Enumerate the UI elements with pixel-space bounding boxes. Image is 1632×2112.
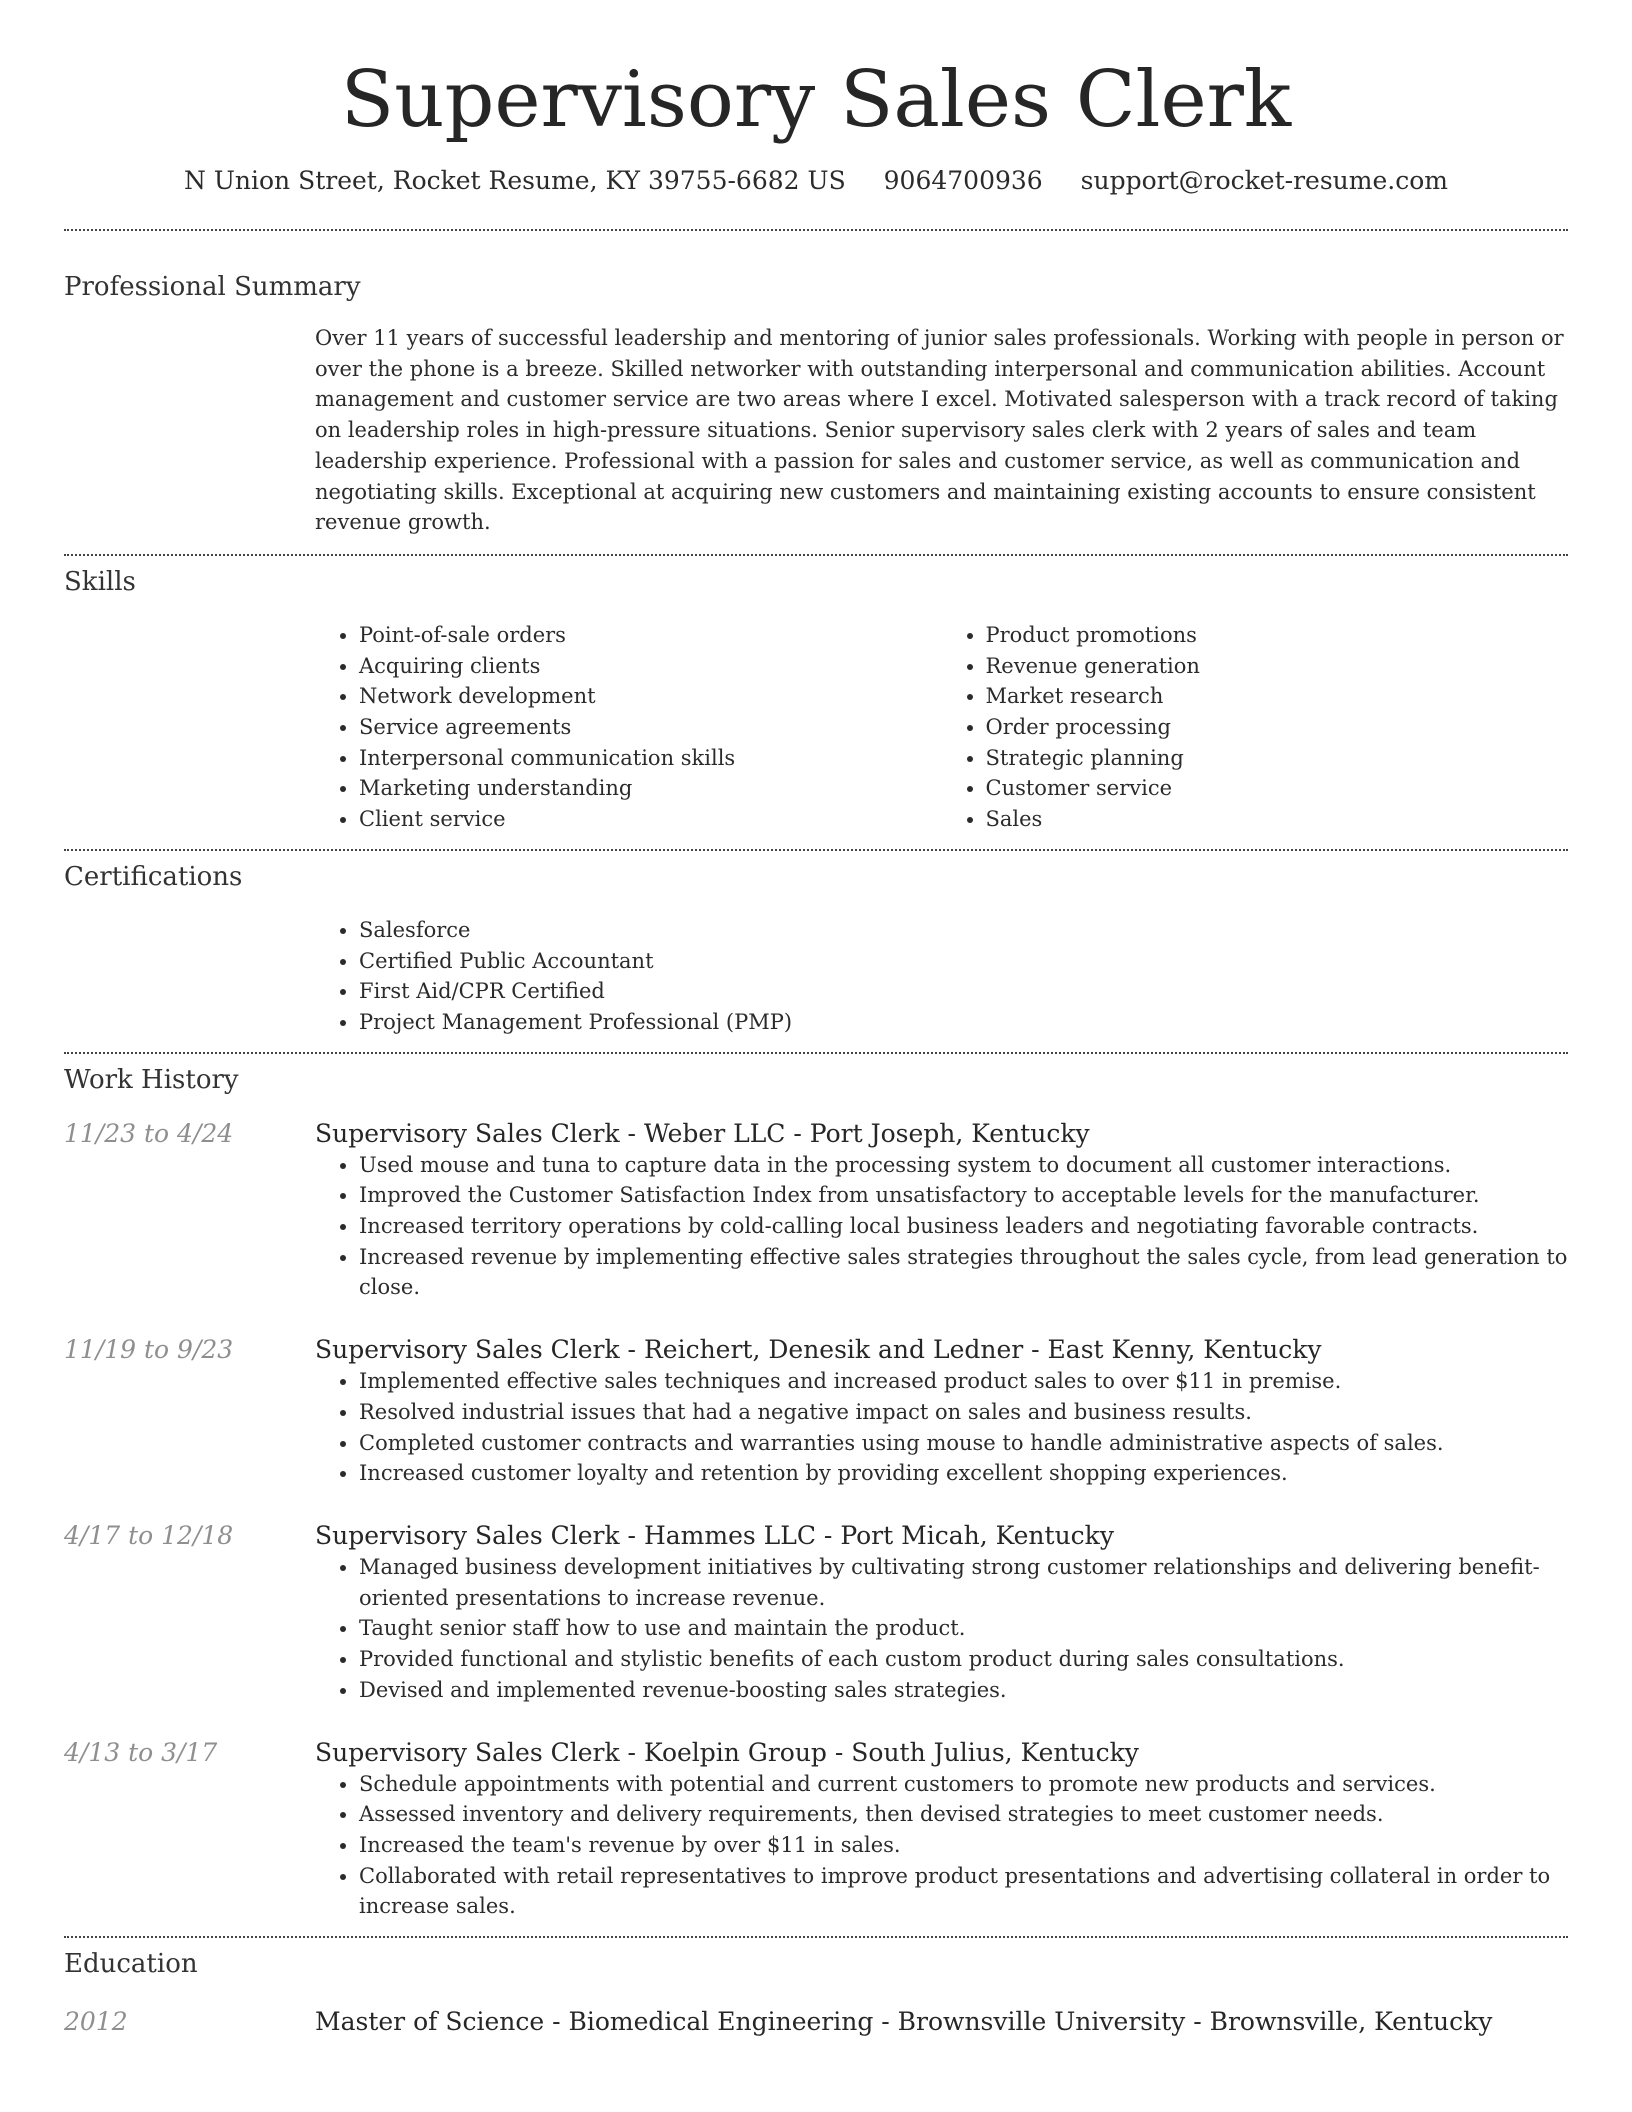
certification-item: • Project Management Professional (PMP): [359, 1007, 1568, 1038]
skill-item: • Customer service: [986, 773, 1569, 804]
section-title-education: Education: [64, 1949, 198, 1980]
certification-item: • Certified Public Accountant: [359, 946, 1568, 977]
certification-item: • First Aid/CPR Certified: [359, 976, 1568, 1007]
skill-item: • Marketing understanding: [359, 773, 942, 804]
skill-item: • Product promotions: [986, 620, 1569, 651]
education-title: Master of Science - Biomedical Engineering - Brownsville University - Brownsville, Kentucky: [315, 2007, 1493, 2037]
job-dates: 11/19 to 9/23: [64, 1335, 234, 1365]
education-dates: 2012: [64, 2007, 128, 2037]
contact-line: [64, 165, 1568, 197]
resume-name: Supervisory Sales Clerk: [340, 55, 1292, 145]
job-bullets: [315, 1552, 1568, 1706]
section-title-summary: Professional Summary: [64, 272, 361, 302]
job-bullet: • Increased territory operations by cold-calling local business leaders and negotiating favorable contracts.: [359, 1211, 1568, 1242]
skill-item: • Order processing: [986, 712, 1569, 743]
divider: [64, 849, 1568, 851]
skill-item: • Revenue generation: [986, 651, 1569, 682]
job-bullet: • Collaborated with retail representatives to improve product presentations and advertising collateral in order to increase sales.: [359, 1861, 1568, 1922]
skill-item: • Strategic planning: [986, 743, 1569, 774]
job-bullet: • Assessed inventory and delivery requirements, then devised strategies to meet customer needs.: [359, 1799, 1568, 1830]
skill-item: • Acquiring clients: [359, 651, 942, 682]
skill-item: • Point-of-sale orders: [359, 620, 942, 651]
divider: [64, 229, 1568, 231]
job-bullet: • Taught senior staff how to use and maintain the product.: [359, 1613, 1568, 1644]
job-title: Supervisory Sales Clerk - Hammes LLC - Port Micah, Kentucky: [315, 1520, 1114, 1550]
job-title: Supervisory Sales Clerk - Reichert, Denesik and Ledner - East Kenny, Kentucky: [315, 1335, 1322, 1365]
skill-item: • Client service: [359, 804, 942, 835]
job-bullets: [315, 1769, 1568, 1923]
contact-address: N Union Street, Rocket Resume, KY 39755-6682 US: [184, 166, 846, 195]
section-title-certifications: Certifications: [64, 861, 243, 892]
skill-item: • Service agreements: [359, 712, 942, 743]
job-bullets: [315, 1366, 1568, 1489]
skill-item: • Interpersonal communication skills: [359, 743, 942, 774]
divider: [64, 1936, 1568, 1938]
skill-item: • Sales: [986, 804, 1569, 835]
skills-list: [315, 620, 1568, 835]
job-bullet: • Improved the Customer Satisfaction Index from unsatisfactory to acceptable levels for the manufacturer.: [359, 1180, 1568, 1211]
skill-item: • Network development: [359, 681, 942, 712]
job-dates: 4/13 to 3/17: [64, 1737, 218, 1767]
job-bullet: • Resolved industrial issues that had a negative impact on sales and business results.: [359, 1397, 1568, 1428]
job-bullet: • Completed customer contracts and warranties using mouse to handle administrative aspects of sales.: [359, 1428, 1568, 1459]
certifications-list: [315, 915, 1568, 1038]
job-entry: [64, 1520, 1568, 1706]
job-bullet: • Increased the team's revenue by over $11 in sales.: [359, 1830, 1568, 1861]
job-bullet: • Used mouse and tuna to capture data in the processing system to document all customer interactions.: [359, 1150, 1568, 1181]
job-entry: [64, 1118, 1568, 1304]
job-bullet: • Managed business development initiatives by cultivating strong customer relationships and delivering benefit-oriented presentations to increase revenue.: [359, 1552, 1568, 1613]
job-bullet: • Schedule appointments with potential and current customers to promote new products and services.: [359, 1769, 1568, 1800]
job-entry: [64, 1737, 1568, 1923]
section-title-work-history: Work History: [64, 1064, 239, 1095]
job-bullet: • Increased customer loyalty and retention by providing excellent shopping experiences.: [359, 1458, 1568, 1489]
job-bullet: • Implemented effective sales techniques and increased product sales to over $11 in premise.: [359, 1366, 1568, 1397]
job-title: Supervisory Sales Clerk - Weber LLC - Port Joseph, Kentucky: [315, 1118, 1090, 1148]
contact-phone: 9064700936: [883, 166, 1043, 195]
divider: [64, 554, 1568, 556]
job-entry: [64, 1334, 1568, 1489]
divider: [64, 1052, 1568, 1054]
summary-text: Over 11 years of successful leadership and mentoring of junior sales professionals. Working with people in person or over the phone is a breeze. Skilled networker with outstanding interpersonal and communication abilities. Account management and customer service are two areas where I excel. Motivated salesperson with a track record of taking on leadership roles in high-pressure situations. Senior supervisory sales clerk with 2 years of sales and team leadership experience. Professional with a passion for sales and customer service, as well as communication and negotiating skills. Exceptional at acquiring new customers and maintaining existing accounts to ensure consistent revenue growth.: [315, 326, 1564, 535]
job-bullet: • Increased revenue by implementing effective sales strategies throughout the sales cycle, from lead generation to close.: [359, 1242, 1568, 1303]
resume-page: [64, 0, 1568, 2038]
education-entry: [64, 2006, 1568, 2038]
job-dates: 11/23 to 4/24: [64, 1118, 234, 1148]
certification-item: • Salesforce: [359, 915, 1568, 946]
job-bullet: • Devised and implemented revenue-boosting sales strategies.: [359, 1675, 1568, 1706]
job-bullets: [315, 1150, 1568, 1304]
contact-email: support@rocket-resume.com: [1080, 166, 1448, 195]
skills-column-left: [315, 620, 942, 835]
section-title-skills: Skills: [64, 566, 136, 597]
skills-column-right: [942, 620, 1569, 835]
skill-item: • Market research: [986, 681, 1569, 712]
job-dates: 4/17 to 12/18: [64, 1520, 234, 1550]
job-title: Supervisory Sales Clerk - Koelpin Group - South Julius, Kentucky: [315, 1737, 1139, 1767]
job-bullet: • Provided functional and stylistic benefits of each custom product during sales consultations.: [359, 1644, 1568, 1675]
